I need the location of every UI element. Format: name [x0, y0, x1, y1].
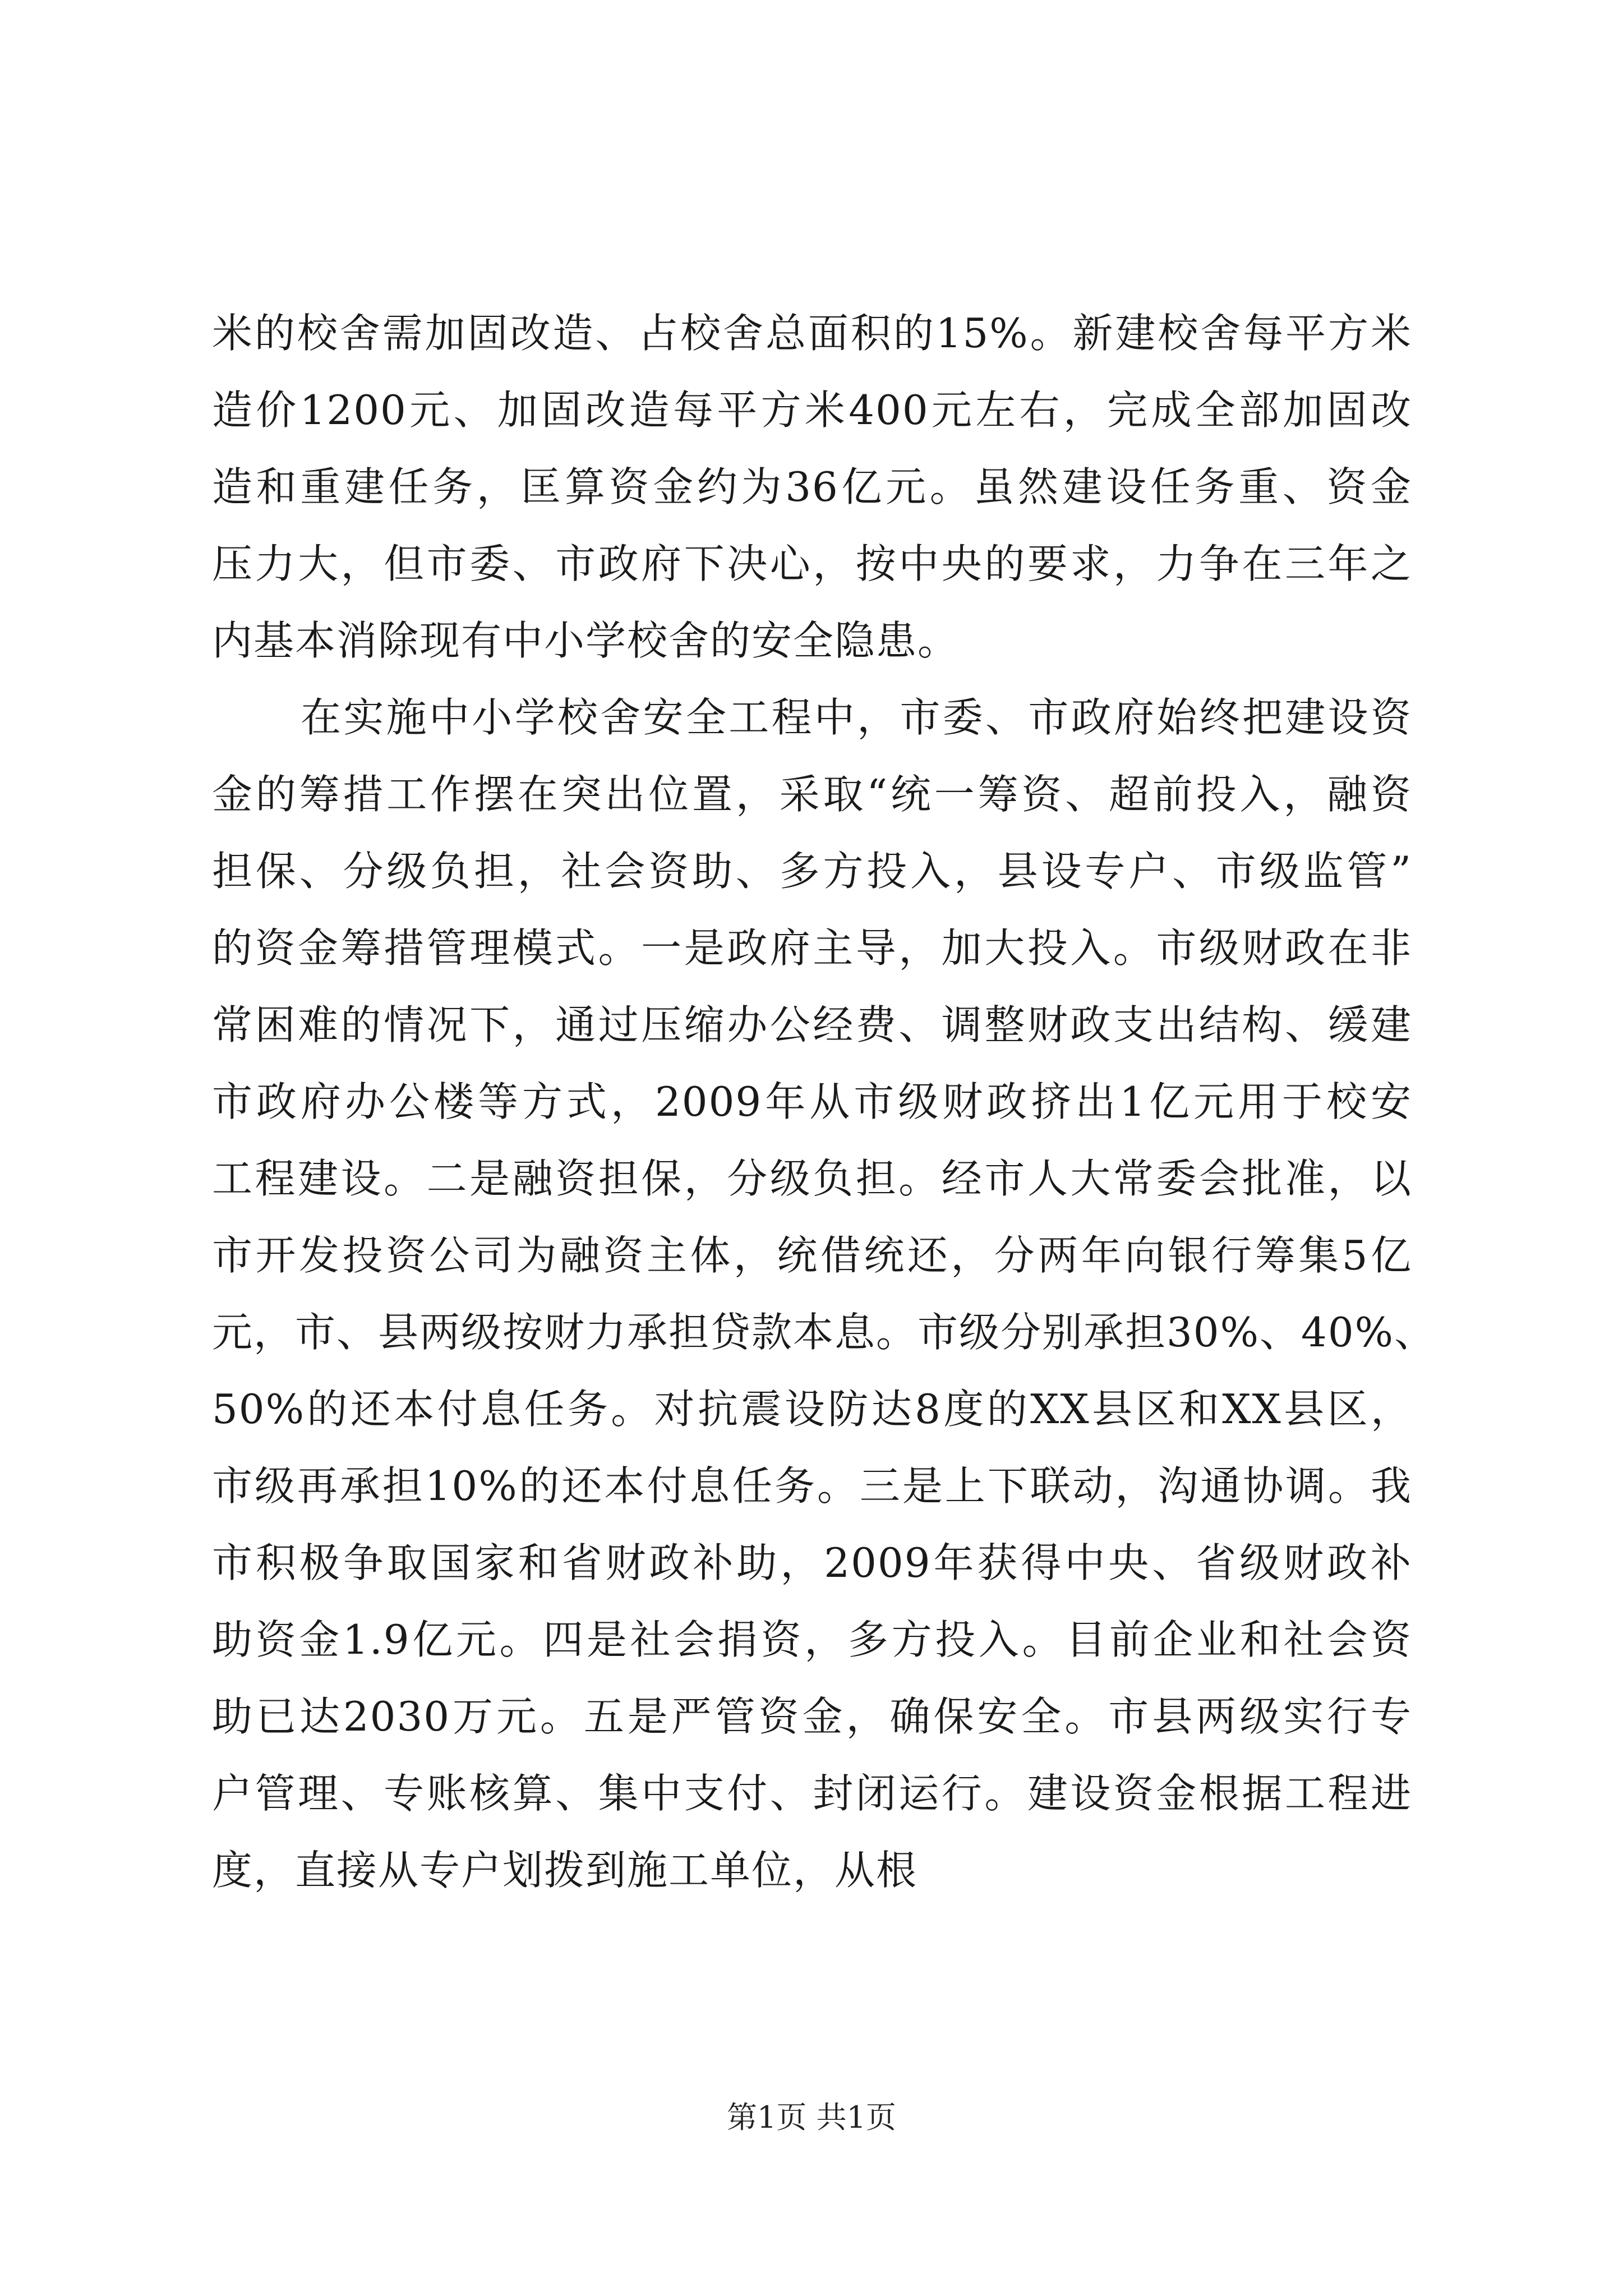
- text-line: 市级再承担10%的还本付息任务。三是上下联动，沟通协调。我: [212, 1462, 1412, 1510]
- text-line: 元，市、县两级按财力承担贷款本息。市级分别承担30%、40%、: [212, 1309, 1436, 1356]
- text-line: 金的筹措工作摆在突出位置，采取“统一筹资、超前投入，融资: [212, 771, 1412, 818]
- paragraph-first-line: 在实施中小学校舍安全工程中，市委、市政府始终把建设资: [301, 694, 1412, 741]
- text-line: 50%的还本付息任务。对抗震设防达8度的XX县区和XX县区，: [212, 1386, 1412, 1433]
- text-line: 内基本消除现有中小学校舍的安全隐患。: [212, 617, 960, 664]
- text-line: 助已达2030万元。五是严管资金，确保安全。市县两级实行专: [212, 1693, 1412, 1740]
- text-line: 造价1200元、加固改造每平方米400元左右，完成全部加固改: [212, 386, 1412, 434]
- text-line: 市政府办公楼等方式，2009年从市级财政挤出1亿元用于校安: [212, 1078, 1412, 1125]
- text-line: 户管理、专账核算、集中支付、封闭运行。建设资金根据工程进: [212, 1770, 1412, 1817]
- text-line: 造和重建任务，匡算资金约为36亿元。虽然建设任务重、资金: [212, 463, 1412, 510]
- text-line: 市开发投资公司为融资主体，统借统还，分两年向银行筹集5亿: [212, 1232, 1412, 1279]
- text-line: 的资金筹措管理模式。一是政府主导，加大投入。市级财政在非: [212, 924, 1412, 972]
- text-line: 助资金1.9亿元。四是社会捐资，多方投入。目前企业和社会资: [212, 1616, 1412, 1663]
- page-number-footer: 第1页 共1页: [727, 2100, 896, 2135]
- text-line: 市积极争取国家和省财政补助，2009年获得中央、省级财政补: [212, 1539, 1412, 1586]
- text-line: 常困难的情况下，通过压缩办公经费、调整财政支出结构、缓建: [212, 1001, 1412, 1048]
- document-body: [212, 295, 1436, 1909]
- text-line: 工程建设。二是融资担保，分级负担。经市人大常委会批准，以: [212, 1155, 1412, 1202]
- text-line: 度，直接从专户划拨到施工单位，从根: [212, 1847, 918, 1894]
- text-line: 压力大，但市委、市政府下决心，按中央的要求，力争在三年之: [212, 540, 1412, 587]
- text-line: 米的校舍需加固改造、占校舍总面积的15%。新建校舍每平方米: [212, 310, 1412, 357]
- text-line: 担保、分级负担，社会资助、多方投入，县设专户、市级监管”: [212, 848, 1412, 895]
